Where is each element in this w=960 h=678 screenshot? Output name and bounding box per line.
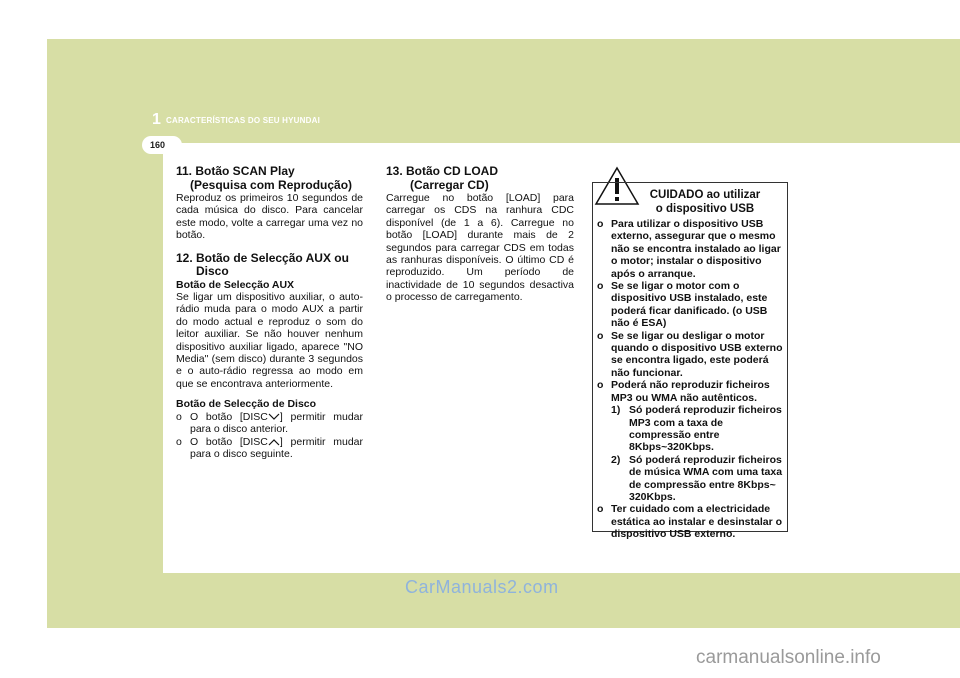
sub-list-item: 1) Só poderá reproduzir ficheiros MP3 com a taxa de compressão entre 8Kbps~320Kbps. — [611, 404, 782, 454]
top-margin — [0, 0, 960, 39]
column-left — [176, 165, 363, 460]
caution-box — [592, 182, 788, 541]
disc-subheading: Botão de Selecção de Disco — [176, 398, 317, 411]
chapter-title: CARACTERÍSTICAS DO SEU HYUNDAI — [166, 116, 321, 125]
list-item: o Se se ligar o motor com o dispositivo USB instalado, este poderá ficar danificado. (o USB não é ESA) — [597, 280, 768, 330]
chevron-down-icon — [268, 413, 280, 421]
watermark-carmanuals2[interactable]: CarManuals2.com — [405, 577, 559, 597]
list-item: o O botão [DISC ] permitir mudar para o disco anterior. — [176, 410, 364, 436]
list-item: o Se se ligar ou desligar o motor quando o dispositivo USB externo se encontra ligado, este poderá não funcionar. — [597, 329, 783, 379]
chevron-up-icon — [268, 438, 280, 446]
section-heading-13: 13. Botão CD LOAD (Carregar CD) — [386, 164, 499, 192]
section-heading-11: 11. Botão SCAN Play (Pesquisa com Reprodução) — [176, 164, 353, 192]
caution-title: CUIDADO ao utilizar o dispositivo USB — [649, 189, 761, 215]
section-text-11: Reproduz os primeiros 10 segundos de cada música do disco. Para cancelar este modo, volte a carregar uma vez no botão. — [176, 192, 363, 242]
list-item: o O botão [DISC ] permitir mudar para o disco seguinte. — [176, 435, 364, 460]
column-middle — [386, 165, 574, 311]
page-number: 160 — [150, 140, 166, 150]
aux-text: Se ligar um dispositivo auxiliar, o auto-rádio muda para o modo AUX a partir do modo actual e reproduz o som do leitor auxiliar. Se não houver nenhum dispositivo auxiliar ligado, aparece "NO Media" (sem disco) durante 3 segundos e o auto-rádio regressa ao modo em que se encontrava anteriormente. — [176, 291, 363, 390]
section-heading-12: 12. Botão de Selecção AUX ou Disco — [176, 250, 349, 279]
aux-subheading: Botão de Selecção AUX — [176, 278, 295, 291]
sub-list-item: 2) Só poderá reproduzir ficheiros de música WMA com uma taxa de compressão entre 8Kbps~ 320Kbps. — [611, 453, 783, 503]
list-item: o Para utilizar o dispositivo USB externo, assegurar que o mesmo não se encontra instalado ao ligar o motor; instalar o dispositivo após o arranque. — [597, 218, 781, 280]
list-item: o Ter cuidado com a electricidade estática ao instalar e desinstalar o dispositivo USB externo. — [597, 503, 782, 541]
section-text-13: Carregue no botão [LOAD] para carregar os CDS na ranhura CDC disponível (de 1 a 6). Carregue no botão [LOAD] durante mais de 2 segundos para carregar CDS em todas as ranhuras disponíveis. O último CD é reproduzido. Um período de inactividade de 10 segundos desactiva o processo de carregamento. — [386, 192, 574, 304]
list-item: o Poderá não reproduzir ficheiros MP3 ou WMA não autênticos. — [597, 379, 770, 404]
chapter-number: 1 — [152, 111, 161, 128]
watermark-carmanualsonline[interactable]: carmanualsonline.info — [696, 647, 881, 668]
